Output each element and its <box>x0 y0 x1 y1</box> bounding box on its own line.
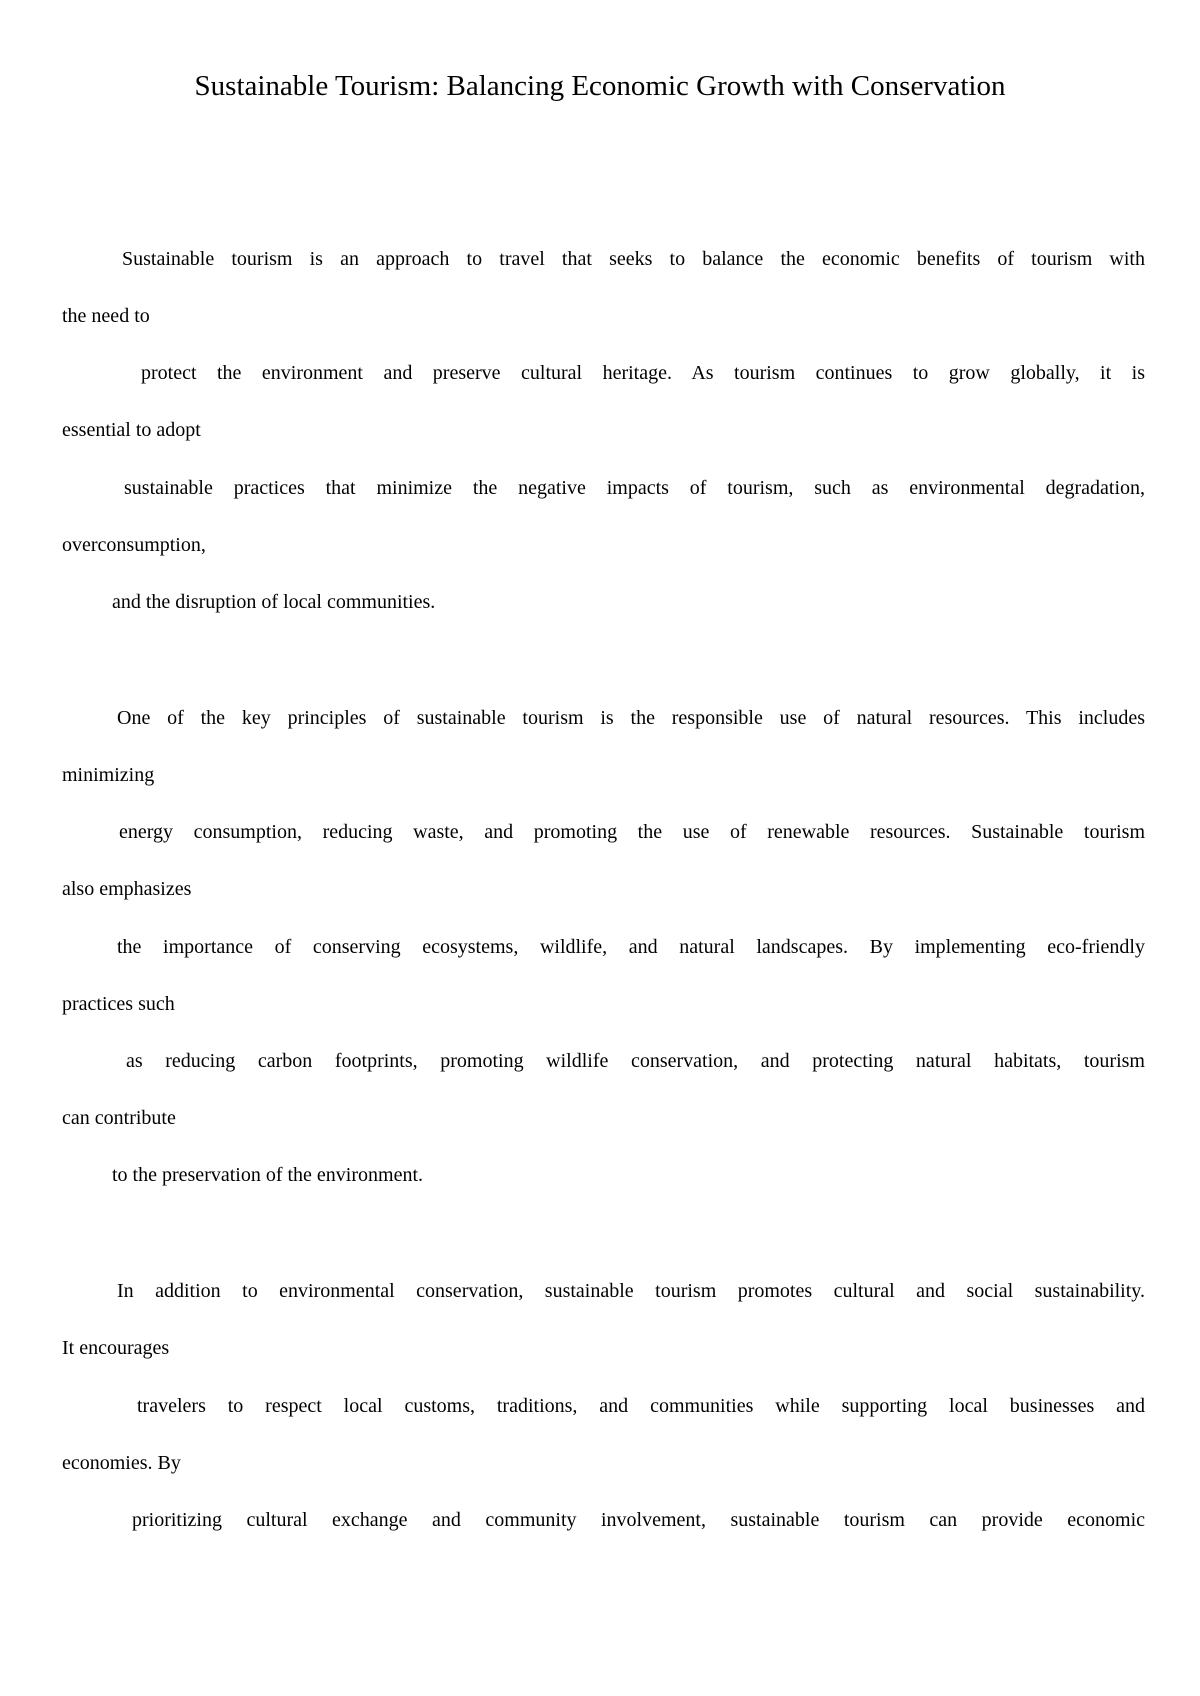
paragraph-1-line-5: sustainable practices that minimize the negative impacts of tourism, such as environmental degradation, <box>124 477 1145 499</box>
paragraph-2-line-9: to the preservation of the environment. <box>112 1164 424 1186</box>
paragraph-2-line-1: One of the key principles of sustainable tourism is the responsible use of natural resources. This includes <box>117 707 1145 729</box>
paragraph-2-line-7: as reducing carbon footprints, promoting wildlife conservation, and protecting natural habitats, tourism <box>126 1050 1145 1072</box>
paragraph-2-line-4: also emphasizes <box>62 878 192 900</box>
paragraph-2-line-5: the importance of conserving ecosystems, wildlife, and natural landscapes. By implementing eco-friendly <box>117 936 1145 958</box>
paragraph-2-line-3: energy consumption, reducing waste, and promoting the use of renewable resources. Sustainable tourism <box>119 821 1145 843</box>
paragraph-1-line-2: the need to <box>62 305 150 327</box>
document-title: Sustainable Tourism: Balancing Economic Growth with Conservation <box>194 70 1006 102</box>
paragraph-2-line-8: can contribute <box>62 1107 176 1129</box>
paragraph-1-line-7: and the disruption of local communities. <box>112 591 436 613</box>
paragraph-3-line-1: In addition to environmental conservation, sustainable tourism promotes cultural and social sustainability. <box>117 1280 1145 1302</box>
paragraph-2-line-6: practices such <box>62 993 175 1015</box>
paragraph-3-line-3: travelers to respect local customs, traditions, and communities while supporting local businesses and <box>137 1395 1145 1417</box>
paragraph-1-line-6: overconsumption, <box>62 534 206 556</box>
paragraph-1-line-1: Sustainable tourism is an approach to travel that seeks to balance the economic benefits of tourism with <box>122 248 1145 270</box>
paragraph-1-line-4: essential to adopt <box>62 419 201 441</box>
paragraph-3-line-2: It encourages <box>62 1337 170 1359</box>
paragraph-1-line-3: protect the environment and preserve cultural heritage. As tourism continues to grow globally, it is <box>141 362 1145 384</box>
paragraph-3-line-4: economies. By <box>62 1452 181 1474</box>
paragraph-2-line-2: minimizing <box>62 764 155 786</box>
paragraph-3-line-5: prioritizing cultural exchange and community involvement, sustainable tourism can provide economic <box>132 1509 1145 1531</box>
